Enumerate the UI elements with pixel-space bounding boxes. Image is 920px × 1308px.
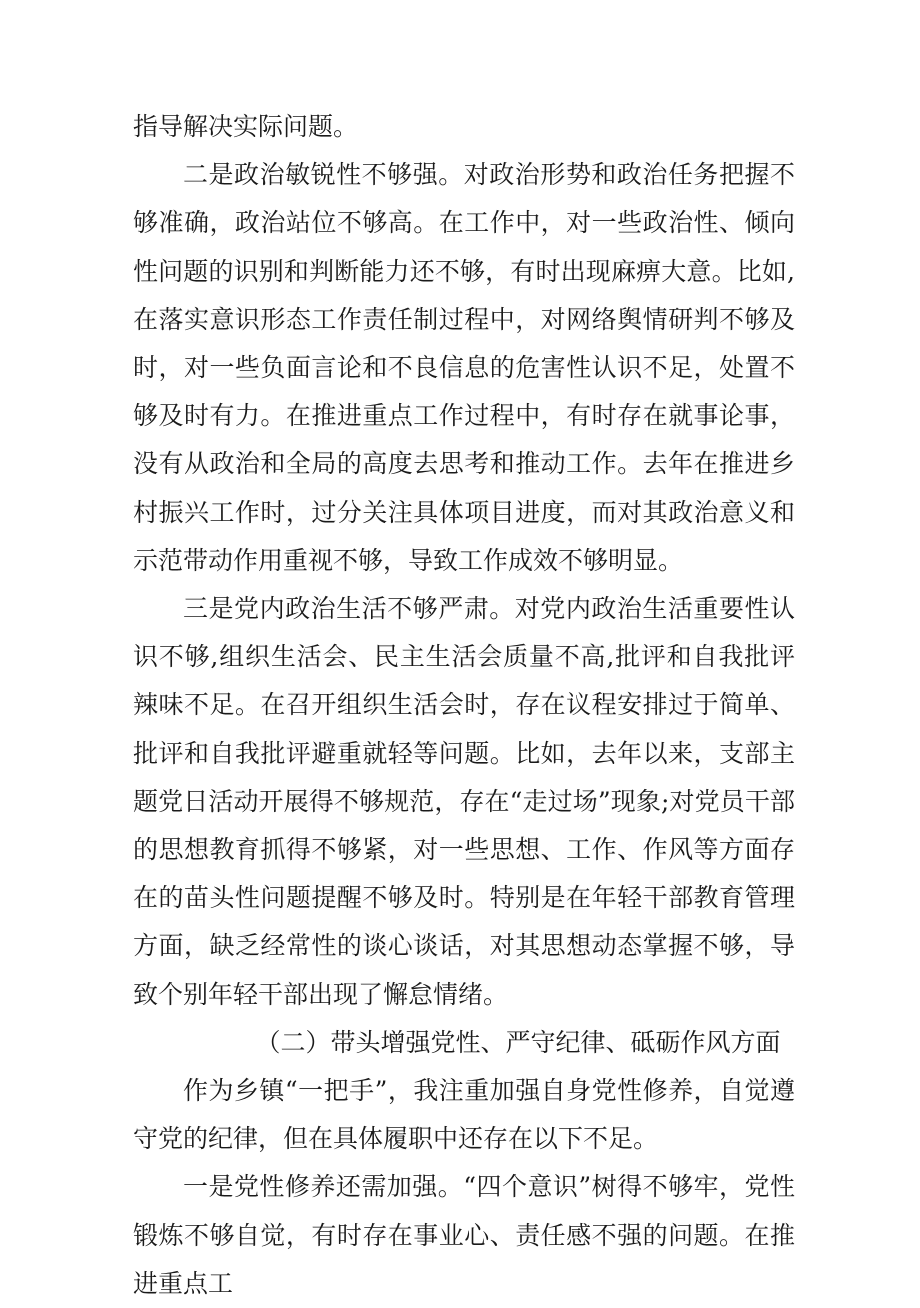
section-heading: （二）带头增强党性、严守纪律、砥砺作风方面 (255, 1027, 781, 1057)
paragraph-political-sensitivity: 二是政治敏锐性不够强。对政治形势和政治任务把握不够准确，政治站位不够高。在工作中，对一些政治性、倾向性问题的识别和判断能力还不够，有时出现麻痹大意。比如,在落实意识形态工作责任制过程中，对网络舆情研判不够及时，对一些负面言论和不良信息的危害性认识不足，处置不够及时有力。在推进重点工作过程中，有时存在就事论事，没有从政治和全局的高度去思考和推动工作。去年在推进乡村振兴工作时，过分关注具体项目进度，而对其政治意义和示范带动作用重视不够，导致工作成效不够明显。 (133, 160, 795, 575)
paragraph-continuation: 指导解决实际问题。 (133, 112, 359, 141)
document-body (133, 103, 795, 1308)
paragraph-party-cultivation: 一是党性修养还需加强。“四个意识”树得不够牢，党性锻炼不够自觉，有时存在事业心、责任感不强的问题。在推进重点工 (133, 1172, 795, 1298)
paragraph-intro: 作为乡镇“一把手”，我注重加强自身党性修养，自觉遵守党的纪律，但在具体履职中还存在以下不足。 (133, 1076, 795, 1154)
paragraph-party-life: 三是党内政治生活不够严肃。对党内政治生活重要性认识不够,组织生活会、民主生活会质量不高,批评和自我批评辣味不足。在召开组织生活会时，存在议程安排过于简单、批评和自我批评避重就轻等问题。比如，去年以来，支部主题党日活动开展得不够规范，存在“走过场”现象;对党员干部的思想教育抓得不够紧，对一些思想、工作、作风等方面存在的苗头性问题提醒不够及时。特别是在年轻干部教育管理方面，缺乏经常性的谈心谈话，对其思想动态掌握不够，导致个别年轻干部出现了懈怠情绪。 (133, 594, 795, 1009)
